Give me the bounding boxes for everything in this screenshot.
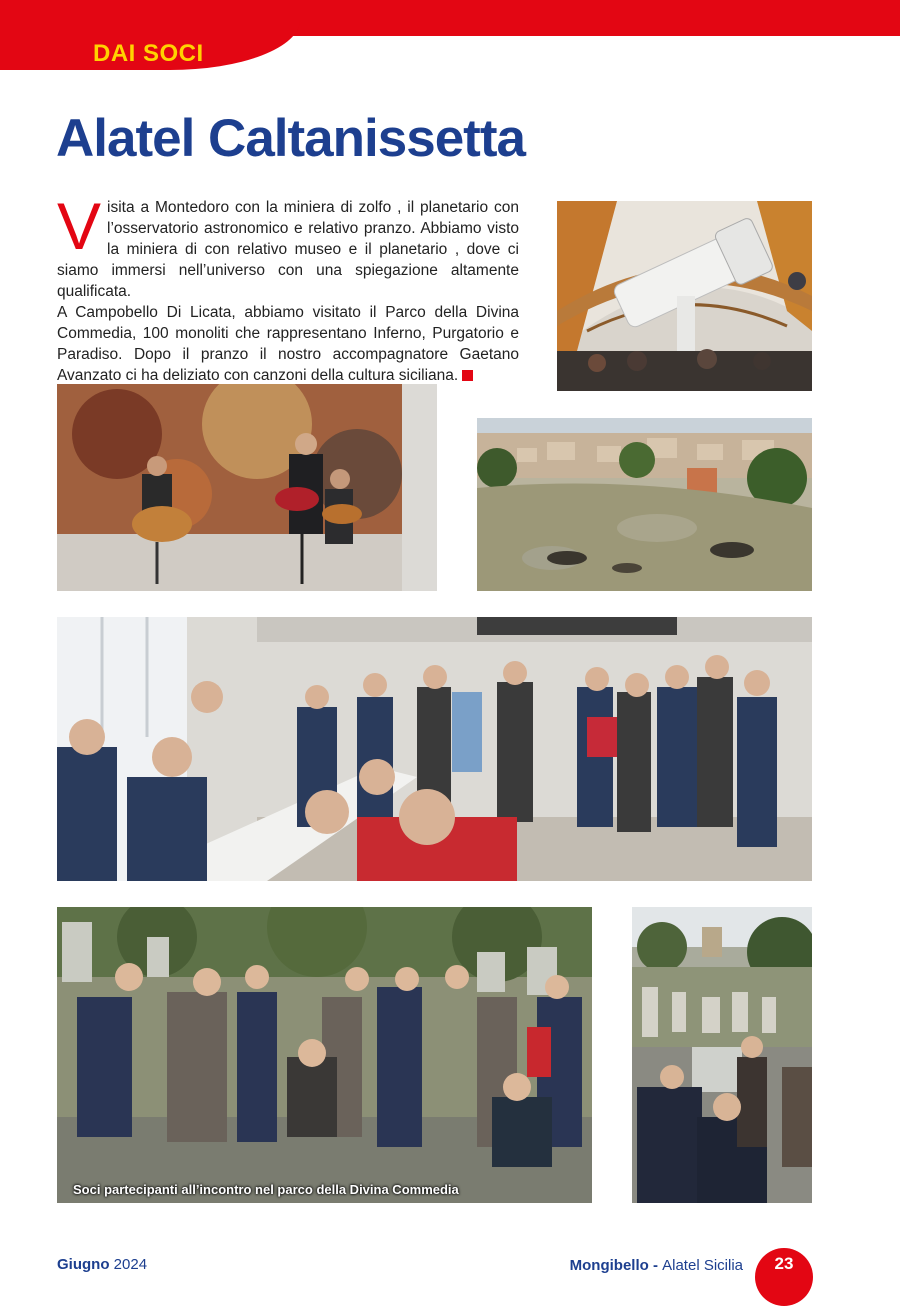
photo-musicians-stage: [57, 384, 437, 591]
paragraph-1-text: isita a Montedoro con la miniera di zolfo , il planetario con l’osservatorio astronomico e relativo pranzo. Abbiamo visto la miniera di con relativo museo e il planetario , dove ci siamo immersi nell’universo con una spiegazione altamente qualificata.: [57, 199, 519, 300]
drop-cap: V: [57, 189, 102, 263]
footer-publisher: Alatel Sicilia: [662, 1257, 743, 1274]
photo-caption: Soci partecipanti all’incontro nel parco della Divina Commedia: [73, 1182, 459, 1197]
photo-planetarium-telescope: [557, 201, 812, 391]
section-label: DAI SOCI: [93, 40, 204, 67]
footer-magazine: Mongibello: [569, 1257, 649, 1274]
photo-park-group: [57, 907, 592, 1203]
footer-separator: -: [648, 1257, 663, 1274]
section-tab: [0, 20, 300, 70]
paragraph-2-text: A Campobello Di Licata, abbiamo visitato il Parco della Divina Commedia, 100 monoliti che rappresentano Inferno, Purgatorio e Paradiso. Dopo il pranzo il nostro accompagnatore Gaetano Avanzato ci ha deliziato con canzoni della cultura siciliana.: [57, 304, 519, 384]
article-body: [57, 189, 519, 386]
page-number: 23: [755, 1248, 813, 1306]
photo-restaurant-group: [57, 617, 812, 881]
photo-town-landscape: [477, 418, 812, 591]
footer-month: Giugno: [57, 1256, 110, 1273]
article-paragraph-1: [57, 189, 519, 302]
article-paragraph-2: [57, 302, 519, 386]
article-title: Alatel Caltanissetta: [56, 109, 525, 168]
photo-park-monoliths: [632, 907, 812, 1203]
footer-year: 2024: [113, 1256, 148, 1273]
footer-publication: [570, 1257, 743, 1274]
end-of-article-mark: [462, 370, 473, 381]
footer-date: [57, 1256, 147, 1273]
